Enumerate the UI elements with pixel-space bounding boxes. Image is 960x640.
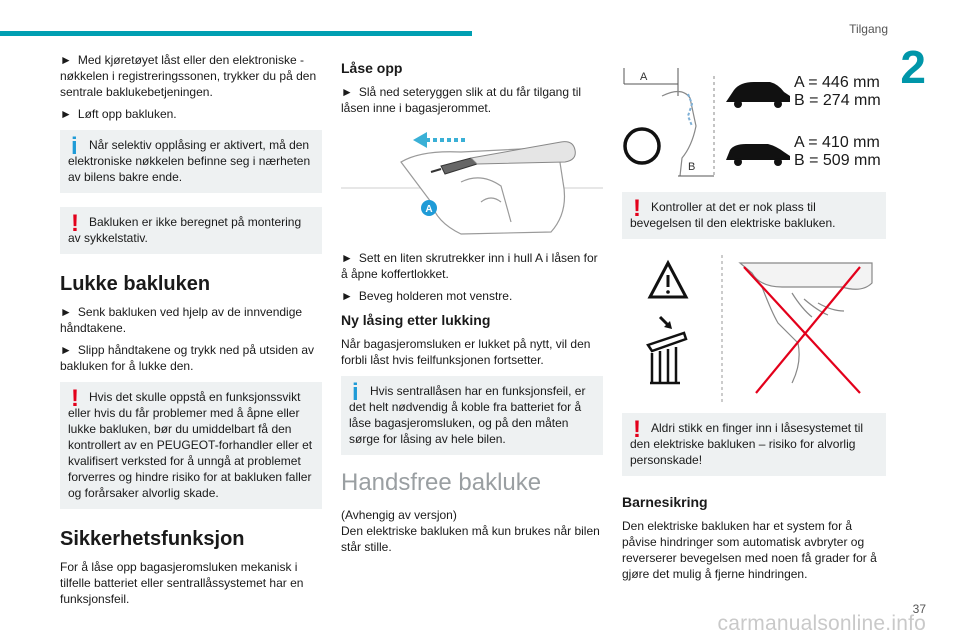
- suv-icon-1: [726, 82, 790, 108]
- bullet-text: Slå ned seteryggen slik at du får tilgang til låsen inne i bagasjerommet.: [341, 85, 582, 115]
- page-number: 37: [912, 602, 926, 616]
- column-2: [341, 52, 603, 561]
- column-1: [60, 52, 322, 613]
- hand-pinch-icon: [648, 317, 686, 383]
- clearance-illustration: [622, 66, 886, 178]
- warning-note-text: Bakluken er ikke beregnet på montering av sykkelstativ.: [68, 215, 302, 245]
- dimension-a-value: A = 446 mm: [794, 74, 880, 91]
- warning-note: [622, 192, 886, 239]
- bullet-item: [341, 288, 603, 304]
- heading-close-tailgate: Lukke bakluken: [60, 273, 211, 295]
- heading-unlock: Låse opp: [341, 60, 403, 76]
- paragraph: (Avhengig av versjon): [341, 508, 457, 522]
- lock-illustration: [341, 122, 603, 242]
- suv-icon-2: [726, 144, 790, 166]
- info-note-text: Hvis sentrallåsen har en funksjonsfeil, er det helt nødvendig å koble fra batteriet for å låse bagasjeromsluken, og på den måten sørge for låsing av hele bilen.: [349, 384, 586, 446]
- warning-note: [60, 207, 322, 254]
- heading-handsfree-tailgate: Handsfree bakluke: [341, 469, 542, 496]
- info-icon: i: [352, 379, 359, 406]
- warning-icon: !: [71, 210, 79, 237]
- bullet-text: Senk bakluken ved hjelp av de innvendige håndtakene.: [60, 305, 303, 335]
- paragraph: Den elektriske bakluken har et system for å påvise hindringer som automatisk avbryter og reverserer bevegelsen med noen få grader for å gjøre det mulig å fjerne hindringen.: [622, 519, 877, 581]
- bullet-text: Slipp håndtakene og trykk ned på utsiden av bakluken for å lukke den.: [60, 343, 315, 373]
- bullet-icon: ►: [60, 107, 72, 121]
- bullet-item: [341, 84, 603, 116]
- bullet-text: Sett en liten skrutrekker inn i hull A i låsen for å åpne koffertlokket.: [341, 251, 598, 281]
- dimension-b-value: B = 509 mm: [794, 152, 881, 169]
- dimension-label-b: B: [688, 161, 696, 173]
- bullet-icon: ►: [341, 251, 353, 265]
- warning-note: [60, 382, 322, 509]
- bullet-icon: ►: [341, 289, 353, 303]
- warning-icon: !: [633, 416, 641, 443]
- header-accent-bar: [0, 31, 472, 36]
- bullet-icon: ►: [60, 343, 72, 357]
- bullet-item: [60, 304, 322, 336]
- warning-note: [622, 413, 886, 476]
- info-note-text: Når selektiv opplåsing er aktivert, må den elektroniske nøkkelen befinne seg i nærheten av bilens bakre ende.: [68, 138, 311, 184]
- section-title: Tilgang: [849, 22, 888, 36]
- info-note: [60, 130, 322, 193]
- chapter-number: 2: [900, 41, 926, 93]
- bullet-text: Med kjøretøyet låst eller den elektroniske -nøkkelen i registreringssonen, trykker du på den sentrale baklukebetjeningen.: [60, 53, 317, 99]
- paragraph: For å låse opp bagasjeromsluken mekanisk i tilfelle batteriet eller sentrallåssystemet har en funksjonsfeil.: [60, 560, 304, 606]
- dimension-label-a: A: [640, 71, 648, 83]
- bullet-item: [60, 106, 322, 122]
- warning-triangle-icon: [650, 263, 686, 297]
- bullet-icon: ►: [341, 85, 353, 99]
- paragraph: Når bagasjeromsluken er lukket på nytt, vil den forbli låst hvis feilfunksjonen fortsetter.: [341, 337, 591, 367]
- pinch-hazard-diagram: [622, 253, 886, 405]
- warning-icon: !: [633, 195, 641, 222]
- heading-safety-function: Sikkerhetsfunksjon: [60, 528, 245, 550]
- heading-relock: Ny låsing etter lukking: [341, 312, 491, 328]
- pinch-hazard-illustration: [622, 253, 886, 405]
- bullet-text: Beveg holderen mot venstre.: [358, 289, 513, 303]
- info-icon: i: [71, 133, 78, 160]
- bullet-item: [60, 52, 322, 100]
- warning-note-text: Aldri stikk en finger inn i låsesystemet til den elektriske bakluken – risiko for alvorlig personskade!: [630, 421, 864, 467]
- bullet-icon: ►: [60, 305, 72, 319]
- dimension-a-value: A = 410 mm: [794, 134, 880, 151]
- warning-note-text: Hvis det skulle oppstå en funksjonssvikt eller hvis du får problemer med å åpne eller lukke bakluken, bør du umiddelbart få den kontrollert av en PEUGEOT-forhandler eller et kvalifisert verksted for å unngå at problemet forverres og hindre risiko for at bakluken faller og forårsaker alvorlig skade.: [68, 390, 313, 500]
- paragraph: Den elektriske bakluken må kun brukes når bilen står stille.: [341, 524, 600, 554]
- figure-label-a: A: [425, 204, 433, 215]
- heading-child-safety: Barnesikring: [622, 494, 708, 510]
- warning-note-text: Kontroller at det er nok plass til bevegelsen til den elektriske bakluken.: [630, 200, 836, 230]
- dimension-b-value: B = 274 mm: [794, 92, 881, 109]
- column-3: [622, 66, 886, 588]
- screwdriver-lock-diagram: [341, 122, 603, 242]
- bullet-item: [60, 342, 322, 374]
- bullet-icon: ►: [60, 53, 72, 67]
- bullet-text: Løft opp bakluken.: [77, 107, 177, 121]
- watermark-text: carmanualsonline.info: [717, 612, 926, 635]
- info-note: [341, 376, 603, 455]
- warning-icon: !: [71, 385, 79, 412]
- bullet-item: [341, 250, 603, 282]
